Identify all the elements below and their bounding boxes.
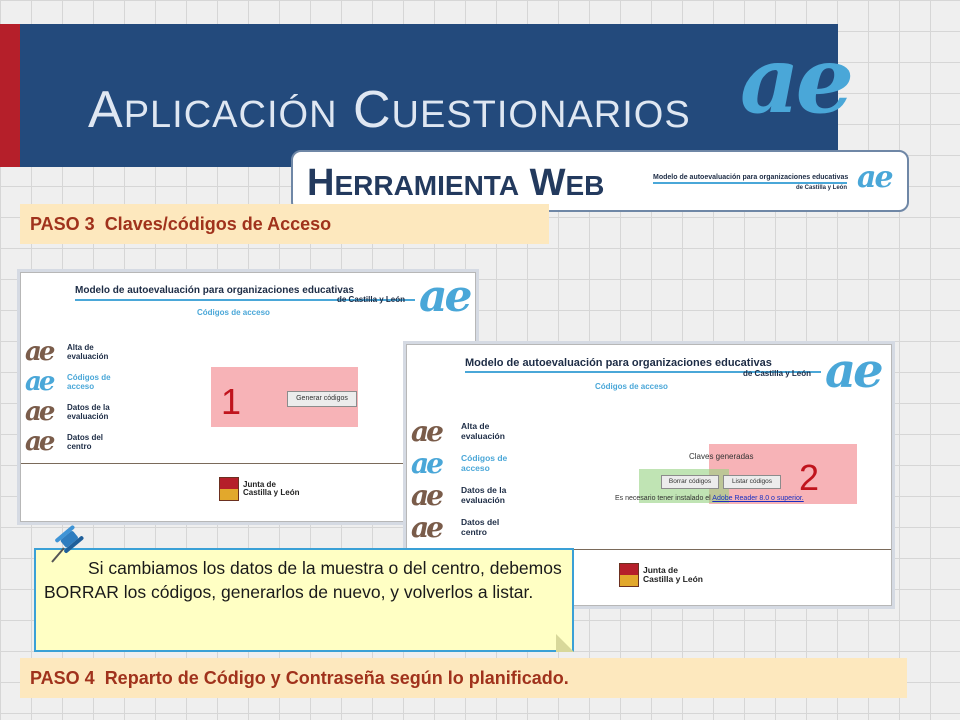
ae-icon: ae bbox=[25, 367, 53, 397]
generar-codigos-button[interactable]: Generar códigos bbox=[287, 391, 357, 407]
shot2-menu-datos-centro[interactable]: ae Datos del centro bbox=[411, 511, 500, 544]
listar-codigos-button[interactable]: Listar códigos bbox=[723, 475, 781, 489]
pushpin-icon bbox=[44, 520, 90, 566]
paso-3-bar bbox=[20, 204, 549, 244]
app-title: APLICACIÓN CUESTIONARIOS bbox=[88, 81, 691, 139]
shot1-title: Modelo de autoevaluación para organizaciones educativas bbox=[75, 285, 354, 296]
mini-title: Modelo de autoevaluación para organizaciones educativas bbox=[653, 174, 849, 181]
mini-header bbox=[653, 174, 847, 191]
subtitle: HERRAMIENTA WEB bbox=[307, 162, 605, 204]
banner-accent-stripe bbox=[0, 24, 20, 167]
shot1-section-title: Códigos de acceso bbox=[197, 308, 270, 317]
ae-icon: ae bbox=[411, 415, 441, 448]
ae-icon: ae bbox=[25, 337, 53, 367]
paso-3-number: PASO 3 bbox=[30, 214, 95, 234]
borrar-codigos-button[interactable]: Borrar códigos bbox=[661, 475, 719, 489]
junta-logo: Junta de Castilla y León bbox=[619, 563, 703, 587]
mini-rule bbox=[653, 182, 847, 184]
note-callout bbox=[34, 548, 574, 652]
shot2-menu-alta[interactable]: ae Alta de evaluación bbox=[411, 415, 505, 448]
shot2-menu-codigos[interactable]: ae Códigos de acceso bbox=[411, 447, 508, 480]
crest-icon bbox=[219, 477, 239, 501]
note-text: Si cambiamos los datos de la muestra o del centro, debemos BORRAR los códigos, generarlos de nuevo, y volverlos a listar. bbox=[44, 558, 562, 602]
ae-logo-small: ae bbox=[857, 160, 892, 195]
ae-icon: ae bbox=[25, 397, 53, 427]
ae-icon: ae bbox=[25, 427, 53, 457]
ae-icon: ae bbox=[411, 479, 441, 512]
junta-logo: Junta de Castilla y León bbox=[219, 477, 299, 501]
ae-logo: ae bbox=[740, 26, 851, 134]
ae-icon: ae bbox=[411, 511, 441, 544]
shot1-menu-codigos[interactable]: ae Códigos de acceso bbox=[25, 367, 111, 397]
step-marker-2: 2 bbox=[799, 457, 820, 498]
shot1-ae-logo: ae bbox=[419, 271, 470, 322]
ae-icon: ae bbox=[411, 447, 441, 480]
paso-4-bar bbox=[20, 658, 907, 698]
adobe-reader-link[interactable]: Adobe Reader 8.0 o superior. bbox=[712, 495, 804, 502]
mini-subtitle: de Castilla y León bbox=[795, 185, 847, 191]
shot2-ae-logo: ae bbox=[825, 343, 881, 399]
crest-icon bbox=[619, 563, 639, 587]
shot2-title: Modelo de autoevaluación para organizaciones educativas bbox=[465, 357, 772, 369]
shot1-menu-datos-centro[interactable]: ae Datos del centro bbox=[25, 427, 104, 457]
claves-generadas-label: Claves generadas bbox=[689, 452, 754, 461]
subtitle-box bbox=[291, 150, 909, 212]
callout-fold bbox=[556, 634, 574, 652]
adobe-notice: Es necesario tener instalado el Adobe Reader 8.0 o superior. bbox=[615, 495, 804, 502]
paso-4-label: Reparto de Código y Contraseña según lo planificado. bbox=[104, 668, 569, 688]
shot2-section-title: Códigos de acceso bbox=[595, 382, 668, 391]
shot2-menu-datos-evaluacion[interactable]: ae Datos de la evaluación bbox=[411, 479, 507, 512]
shot2-subtitle: de Castilla y León bbox=[743, 369, 812, 378]
paso-4-number: PASO 4 bbox=[30, 668, 95, 688]
shot1-subtitle: de Castilla y León bbox=[337, 295, 406, 304]
paso-3-label: Claves/códigos de Acceso bbox=[104, 214, 332, 234]
shot1-menu-alta[interactable]: ae Alta de evaluación bbox=[25, 337, 109, 367]
shot1-menu-datos-evaluacion[interactable]: ae Datos de la evaluación bbox=[25, 397, 110, 427]
step-marker-1: 1 bbox=[221, 381, 242, 422]
